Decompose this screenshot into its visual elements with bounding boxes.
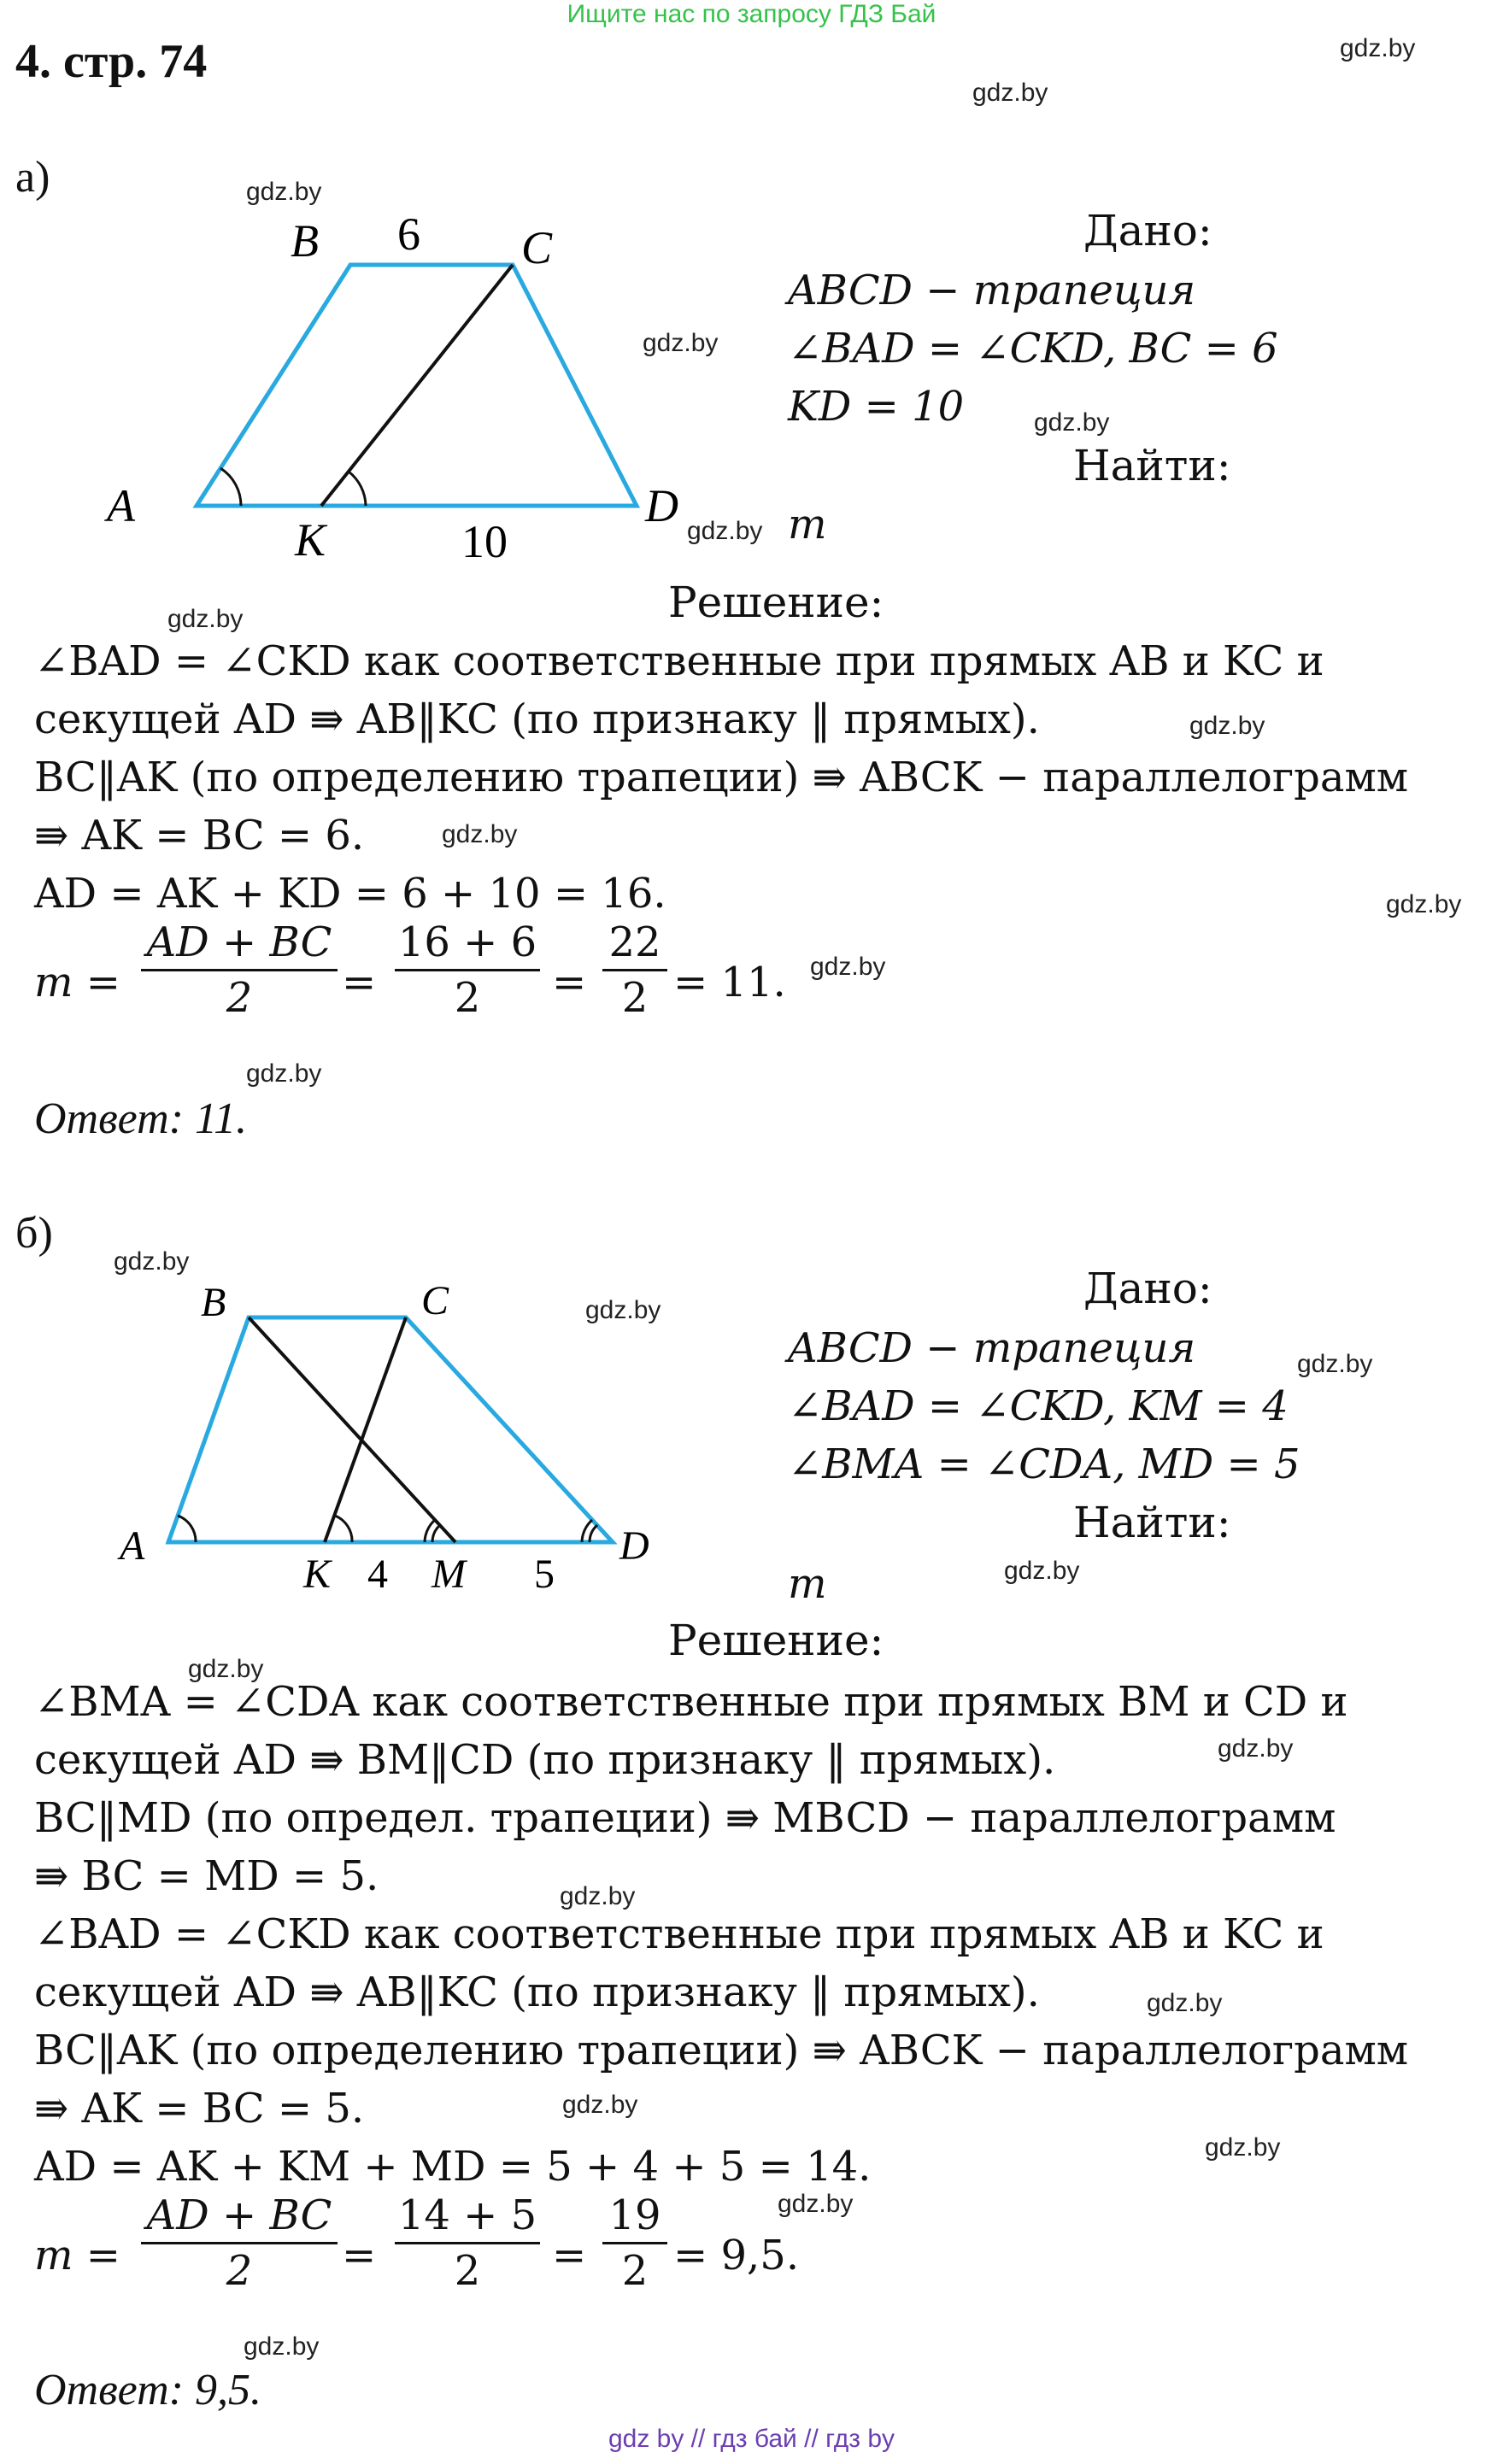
watermark: gdz.by	[560, 1882, 636, 1910]
part-a-line-1: ∠BAD = ∠CKD как соответственные при прямых AB и KC и	[34, 637, 1324, 685]
task-heading: 4. стр. 74	[15, 35, 208, 88]
part-b-line-1: ∠BMA = ∠CDA как соответственные при прямых BM и CD и	[34, 1678, 1348, 1726]
md-length-label: 5	[534, 1552, 555, 1597]
watermark: gdz.by	[1034, 408, 1110, 437]
part-b-line-7: BC‖AK (по определению трапеции) ⇛ ABCK − параллелограмм	[34, 2027, 1409, 2074]
part-b-line-4: ⇛ BC = MD = 5.	[34, 1852, 379, 1900]
fraction-numerator: 16 + 6	[397, 918, 537, 966]
part-b-figure	[107, 1273, 688, 1615]
segment-kc	[325, 1317, 406, 1542]
part-b-solution-title: Решение:	[668, 1616, 884, 1665]
watermark: gdz.by	[1004, 1557, 1080, 1585]
part-a-line-5: AD = AK + KD = 6 + 10 = 16.	[34, 870, 666, 918]
part-a-result: = 11.	[673, 959, 786, 1006]
watermark: gdz.by	[778, 2190, 854, 2218]
vertex-m-label: M	[432, 1552, 466, 1597]
part-a-find: m	[788, 501, 827, 549]
watermark: gdz.by	[810, 953, 886, 981]
part-b-given-title: Дано:	[1083, 1264, 1212, 1313]
watermark: gdz.by	[562, 2091, 638, 2119]
part-a-label: а)	[15, 153, 50, 202]
top-banner: Ищите нас по запросу ГДЗ Бай	[567, 0, 936, 28]
part-a-given-3: KD = 10	[788, 383, 965, 431]
fraction-numerator: 19	[608, 2191, 661, 2239]
angle-bad-arc	[178, 1516, 196, 1542]
vertex-b-label: B	[291, 215, 319, 267]
trapezoid-abcd	[168, 1317, 613, 1542]
part-a-fraction-3	[602, 918, 667, 1023]
fraction-numerator: 14 + 5	[397, 2191, 537, 2239]
watermark: gdz.by	[114, 1247, 190, 1276]
watermark: gdz.by	[643, 329, 719, 357]
part-b-label: б)	[15, 1209, 53, 1258]
fraction-bar	[602, 2242, 667, 2244]
vertex-c-label: C	[521, 222, 553, 273]
km-length-label: 4	[367, 1552, 388, 1597]
part-a-answer: Ответ: 11.	[34, 1094, 248, 1143]
watermark: gdz.by	[188, 1655, 264, 1683]
watermark: gdz.by	[1147, 1989, 1223, 2017]
part-b-line-5: ∠BAD = ∠CKD как соответственные при прямых AB и KC и	[34, 1910, 1324, 1958]
fraction-denominator: 2	[621, 974, 649, 1022]
part-b-line-9: AD = AK + KM + MD = 5 + 4 + 5 = 14.	[34, 2143, 872, 2191]
watermark: gdz.by	[167, 605, 244, 633]
bottom-banner: gdz by // гдз бай // гдз by	[608, 2425, 895, 2453]
part-a-solution-title: Решение:	[668, 578, 884, 627]
part-b-given-3: ∠BMA = ∠CDA, MD = 5	[788, 1440, 1300, 1488]
part-b-result: = 9,5.	[673, 2232, 800, 2279]
segment-bm	[249, 1317, 455, 1542]
part-b-eq-1: =	[342, 2232, 377, 2279]
vertex-c-label: C	[421, 1278, 449, 1323]
watermark: gdz.by	[442, 820, 518, 848]
part-b-answer: Ответ: 9,5.	[34, 2366, 261, 2414]
part-a-fraction-2	[395, 918, 540, 1023]
part-a-fraction-1	[141, 918, 338, 1023]
fraction-denominator: 2	[454, 2247, 481, 2295]
part-b-line-3: BC‖MD (по определ. трапеции) ⇛ MBCD − параллелограмм	[34, 1794, 1336, 1842]
vertex-a-label: A	[107, 480, 135, 531]
fraction-bar	[395, 2242, 540, 2244]
fraction-denominator: 2	[226, 974, 253, 1022]
part-b-line-8: ⇛ AK = BC = 5.	[34, 2085, 365, 2133]
part-b-given-1: ABCD − трапеция	[788, 1324, 1196, 1372]
vertex-k-label: K	[295, 514, 326, 566]
vertex-d-label: D	[619, 1523, 649, 1569]
fraction-denominator: 2	[454, 974, 481, 1022]
watermark: gdz.by	[1297, 1350, 1373, 1378]
fraction-numerator: AD + BC	[146, 918, 332, 966]
part-a-line-2: секущей AD ⇛ AB‖KC (по признаку ‖ прямых).	[34, 695, 1040, 743]
watermark: gdz.by	[246, 1059, 322, 1088]
part-b-fraction-1	[141, 2191, 338, 2296]
part-b-fraction-3	[602, 2191, 667, 2296]
vertex-a-label: A	[120, 1523, 145, 1569]
part-a-eq-1: =	[342, 959, 377, 1006]
part-a-line-4: ⇛ AK = BC = 6.	[34, 812, 365, 859]
part-a-line-3: BC‖AK (по определению трапеции) ⇛ ABCK − параллелограмм	[34, 754, 1409, 801]
fraction-denominator: 2	[226, 2247, 253, 2295]
part-b-line-2: секущей AD ⇛ BM‖CD (по признаку ‖ прямых).	[34, 1736, 1056, 1784]
bc-length-label: 6	[397, 208, 420, 260]
part-a-given-2: ∠BAD = ∠CKD, BC = 6	[788, 325, 1278, 373]
vertex-d-label: D	[645, 480, 678, 531]
fraction-numerator: AD + BC	[146, 2191, 332, 2239]
watermark: gdz.by	[244, 2332, 320, 2361]
watermark: gdz.by	[1189, 712, 1265, 740]
watermark: gdz.by	[687, 517, 763, 545]
part-b-find-title: Найти:	[1073, 1498, 1231, 1547]
part-b-fraction-2	[395, 2191, 540, 2296]
watermark: gdz.by	[246, 178, 322, 206]
fraction-bar	[141, 969, 338, 971]
watermark: gdz.by	[972, 79, 1048, 107]
part-b-given-2: ∠BAD = ∠CKD, KM = 4	[788, 1382, 1289, 1430]
watermark: gdz.by	[585, 1296, 661, 1324]
fraction-bar	[141, 2242, 338, 2244]
part-a-figure	[94, 197, 709, 572]
vertex-k-label: K	[303, 1552, 332, 1597]
angle-ckd-arc	[335, 1516, 352, 1542]
segment-kc	[321, 265, 513, 506]
watermark: gdz.by	[1340, 34, 1416, 62]
fraction-bar	[602, 969, 667, 971]
watermark: gdz.by	[1205, 2133, 1281, 2162]
part-b-eq-2: =	[552, 2232, 587, 2279]
angle-bad-arc	[220, 468, 241, 506]
fraction-denominator: 2	[621, 2247, 649, 2295]
part-a-given-title: Дано:	[1083, 206, 1212, 255]
part-b-formula-lhs: m =	[34, 2232, 120, 2279]
kd-length-label: 10	[461, 516, 508, 567]
part-a-given-1: ABCD − трапеция	[788, 267, 1196, 314]
part-b-find: m	[788, 1560, 827, 1608]
fraction-numerator: 22	[608, 918, 661, 966]
angle-bma-arc-2	[432, 1525, 440, 1542]
part-a-eq-2: =	[552, 959, 587, 1006]
watermark: gdz.by	[1386, 890, 1462, 918]
angle-ckd-arc	[349, 472, 366, 506]
part-a-find-title: Найти:	[1073, 441, 1231, 490]
angle-cda-arc-2	[590, 1525, 597, 1542]
watermark: gdz.by	[1218, 1734, 1294, 1763]
vertex-b-label: B	[201, 1280, 226, 1325]
part-b-line-6: секущей AD ⇛ AB‖KC (по признаку ‖ прямых).	[34, 1968, 1040, 2016]
part-a-formula-lhs: m =	[34, 959, 120, 1006]
fraction-bar	[395, 969, 540, 971]
